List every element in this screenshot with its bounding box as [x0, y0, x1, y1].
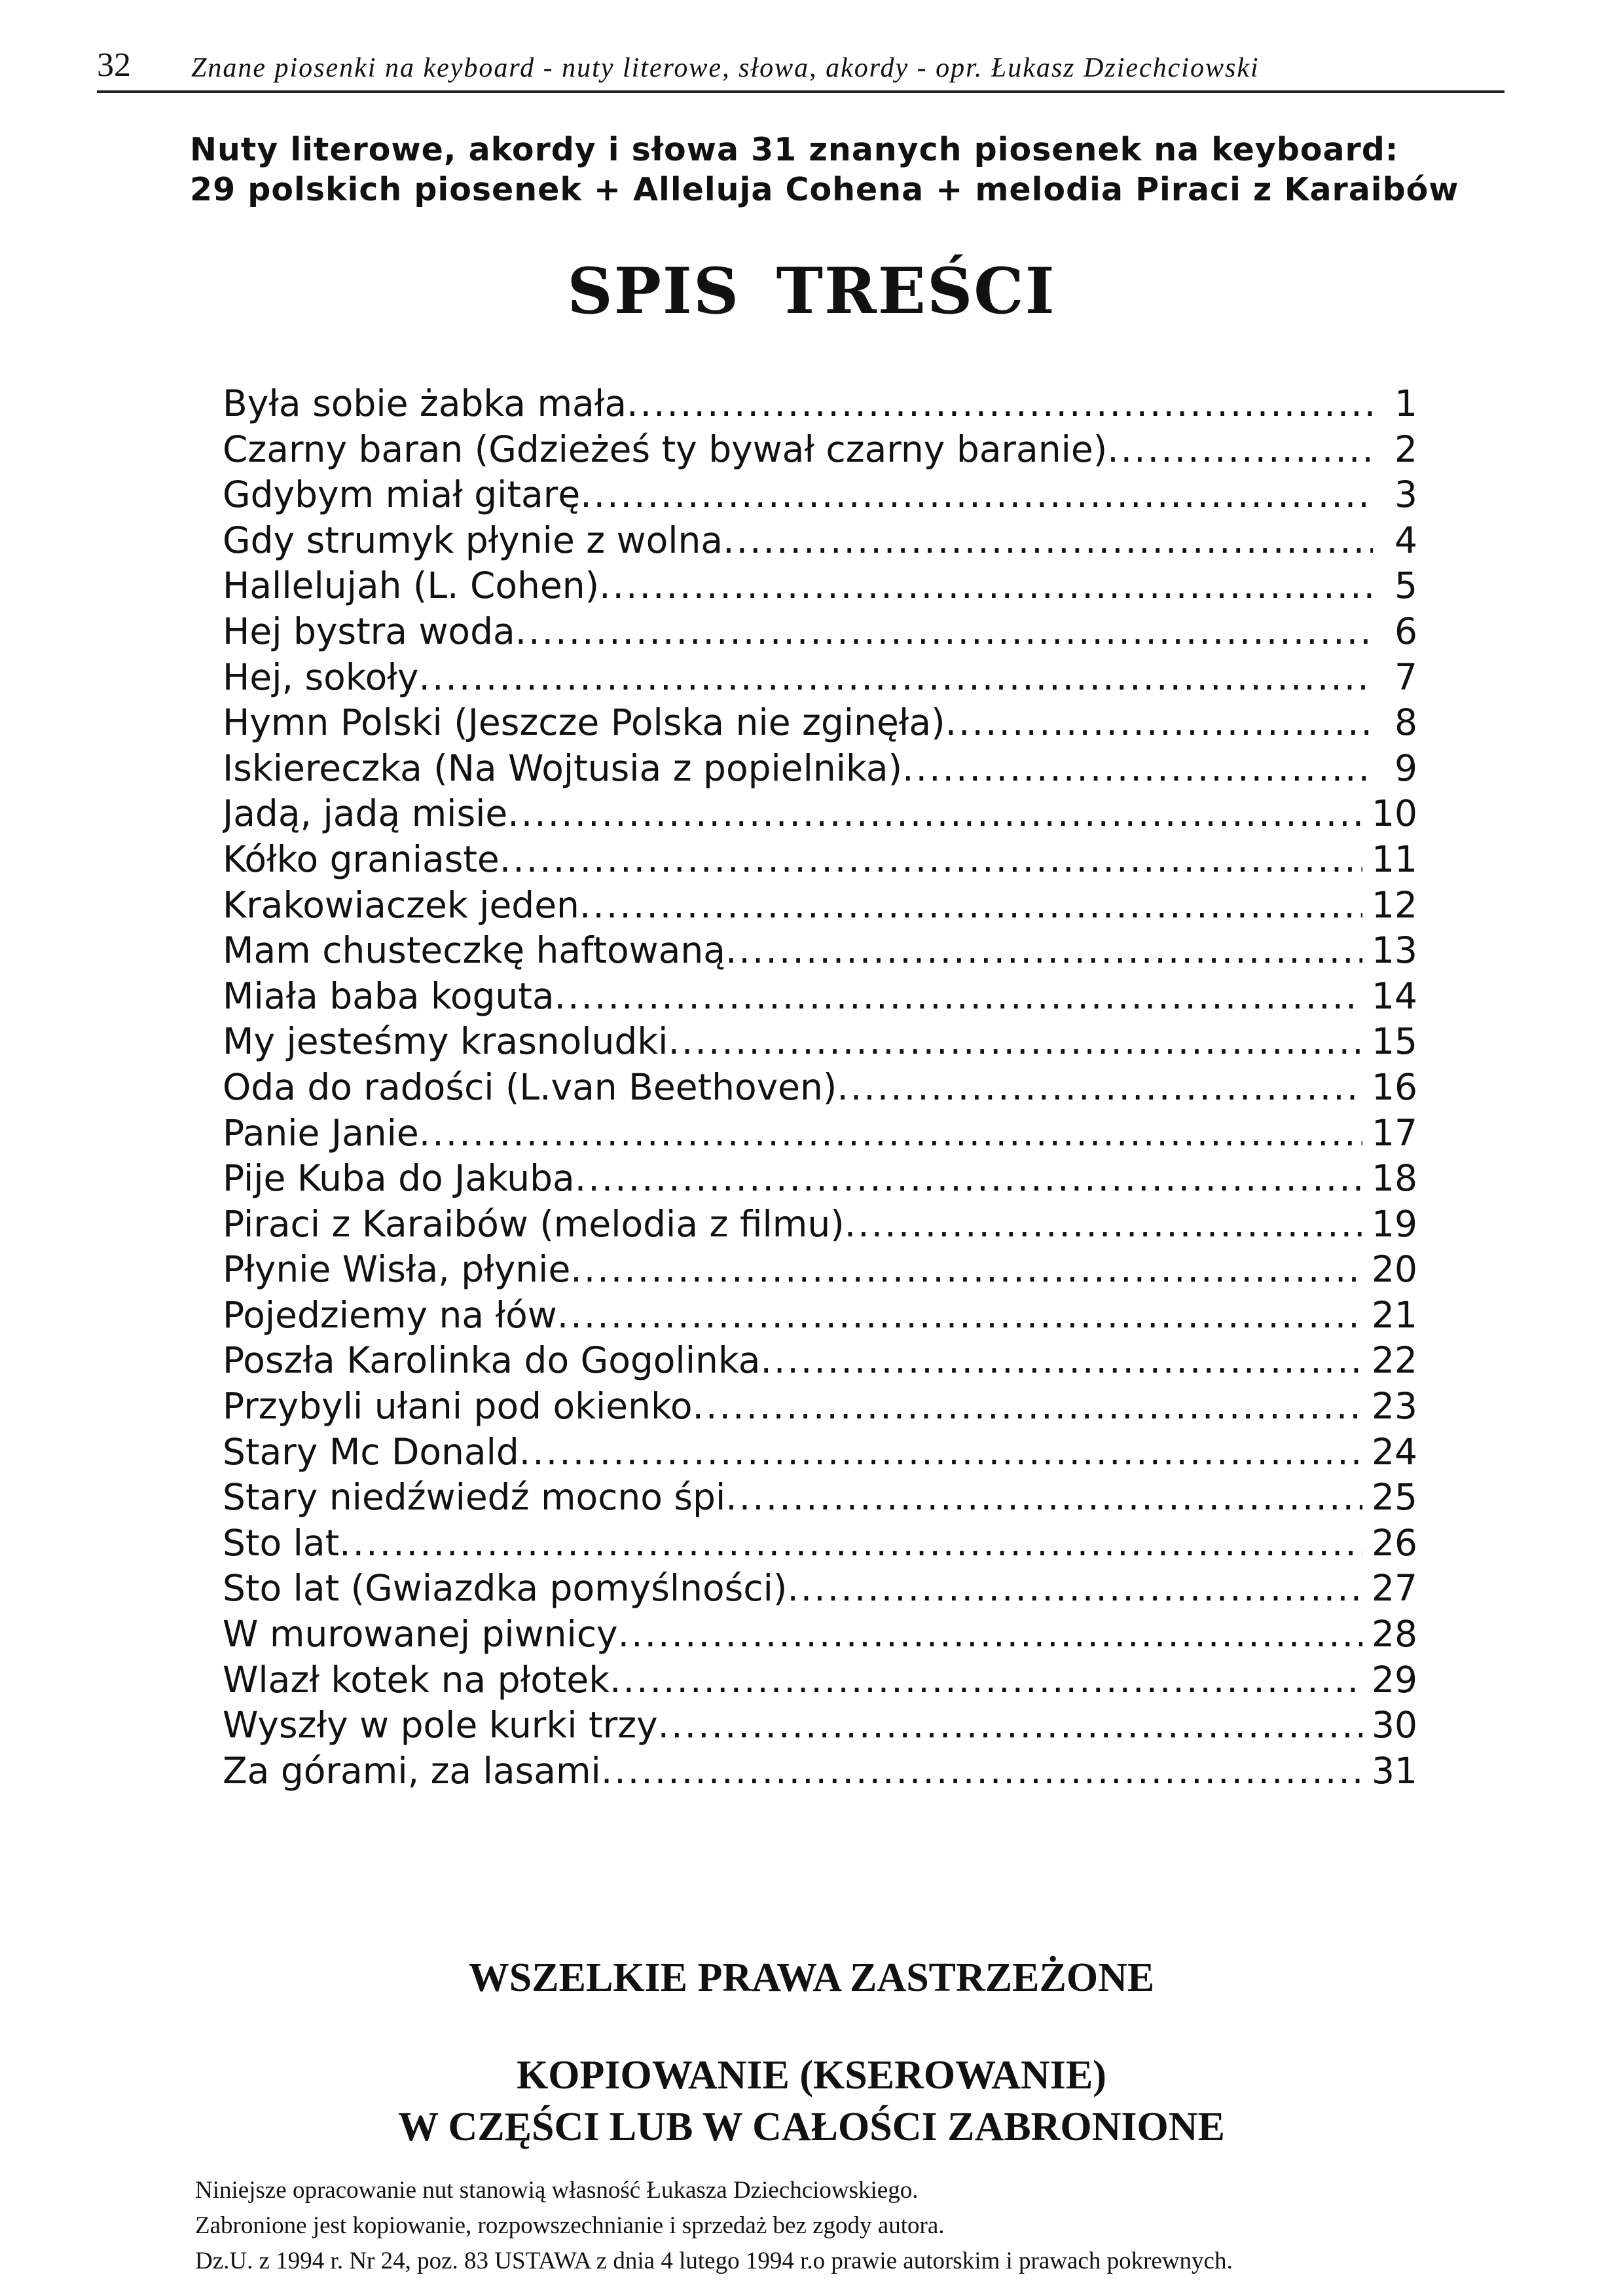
toc-entry-page: 25 — [1372, 1476, 1417, 1519]
toc-entry-page: 5 — [1395, 565, 1417, 607]
toc-entry-page: 16 — [1372, 1065, 1417, 1108]
toc-entry — [223, 563, 1417, 609]
toc-entry-page: 2 — [1395, 428, 1417, 470]
toc-entry — [223, 1247, 1417, 1293]
toc-entry-title: Kółko graniaste — [223, 838, 500, 880]
toc-entry-title: Stary niedźwiedź mocno śpi — [223, 1476, 726, 1519]
toc-entry-title: Krakowiaczek jeden — [223, 883, 579, 926]
toc-dot-leader — [837, 1065, 1362, 1111]
toc-dot-leader — [519, 1430, 1362, 1475]
toc-entry-title: W murowanej piwnicy — [223, 1613, 618, 1656]
toc-entry-title: Była sobie żabka mała — [223, 382, 627, 424]
toc-entry-title: Pije Kuba do Jakuba — [223, 1157, 575, 1200]
toc-dot-leader — [945, 700, 1373, 746]
toc-entry-page: 30 — [1372, 1704, 1417, 1747]
toc-dot-leader — [579, 883, 1362, 929]
toc-entry-page: 12 — [1372, 883, 1417, 926]
toc-entry-title: Oda do radości (L.van Beethoven) — [223, 1065, 837, 1108]
toc-entry — [223, 427, 1417, 473]
toc-dot-leader — [845, 1202, 1362, 1248]
toc-entry — [223, 700, 1417, 746]
toc-entry — [223, 1749, 1417, 1794]
toc-dot-leader — [500, 837, 1362, 883]
toc-entry-page: 17 — [1372, 1111, 1417, 1154]
header-divider — [97, 90, 1504, 93]
toc-entry-page: 11 — [1372, 838, 1417, 880]
toc-entry-page: 14 — [1372, 974, 1417, 1017]
legal-line-2: Zabronione jest kopiowanie, rozpowszechnianie i sprzedaż bez zgody autora. — [195, 2212, 945, 2239]
toc-dot-leader — [725, 928, 1362, 974]
toc-entry — [223, 1657, 1417, 1703]
toc-entry-title: Gdybym miał gitarę — [223, 473, 581, 516]
toc-entry — [223, 1612, 1417, 1657]
toc-entry-title: Hej, sokoły — [223, 656, 419, 698]
toc-entry — [223, 1566, 1417, 1612]
toc-entry-title: Wlazł kotek na płotek — [223, 1658, 610, 1701]
toc-entry — [223, 1202, 1417, 1248]
toc-entry-title: My jesteśmy krasnoludki — [223, 1020, 668, 1063]
toc-entry-page: 1 — [1395, 382, 1417, 424]
copy-prohibited-line-1: KOPIOWANIE (KSEROWANIE) — [517, 2053, 1106, 2098]
toc-entry — [223, 381, 1417, 427]
toc-entry-title: Hej bystra woda — [223, 610, 515, 652]
toc-entry-page: 29 — [1372, 1658, 1417, 1701]
toc-dot-leader — [658, 1703, 1362, 1749]
toc-entry — [223, 974, 1417, 1020]
toc-entry-page: 24 — [1372, 1430, 1417, 1473]
running-header-title: Znane piosenki na keyboard - nuty literowe, słowa, akordy - opr. Łukasz Dziechciowski — [191, 53, 1260, 83]
intro-heading — [190, 130, 1532, 210]
toc-entry — [223, 928, 1417, 974]
toc-dot-leader — [902, 746, 1373, 792]
toc-dot-leader — [618, 1612, 1362, 1657]
toc-dot-leader — [601, 1749, 1362, 1794]
copy-prohibited-notice — [0, 2050, 1623, 2153]
toc-entry-page: 22 — [1372, 1339, 1417, 1382]
toc-entry — [223, 1019, 1417, 1065]
toc-entry — [223, 1065, 1417, 1111]
toc-entry-title: Płynie Wisła, płynie — [223, 1248, 571, 1291]
toc-entry-title: Czarny baran (Gdzieżeś ty bywał czarny baranie) — [223, 428, 1108, 470]
toc-entry-title: Hymn Polski (Jeszcze Polska nie zginęła) — [223, 701, 945, 744]
toc-entry-page: 8 — [1395, 701, 1417, 744]
toc-dot-leader — [555, 974, 1362, 1020]
legal-line-3: Dz.U. z 1994 r. Nr 24, poz. 83 USTAWA z dnia 4 lutego 1994 r.o prawie autorskim i prawach pokrewnych. — [195, 2248, 1233, 2274]
toc-dot-leader — [725, 1475, 1362, 1521]
toc-entry-title: Za górami, za lasami — [223, 1749, 601, 1792]
toc-dot-leader — [339, 1521, 1362, 1566]
toc-entry-page: 18 — [1372, 1157, 1417, 1200]
copy-prohibited-line-2: W CZĘŚCI LUB W CAŁOŚCI ZABRONIONE — [398, 2105, 1225, 2149]
toc-entry — [223, 1475, 1417, 1521]
toc-dot-leader — [419, 1111, 1362, 1157]
toc-entry-title: Gdy strumyk płynie z wolna — [223, 519, 723, 561]
toc-dot-leader — [1107, 427, 1373, 473]
toc-entry-title: Poszła Karolinka do Gogolinka — [223, 1339, 761, 1382]
legal-notice — [195, 2173, 1233, 2279]
toc-entry-title: Hallelujah (L. Cohen) — [223, 565, 600, 607]
rights-reserved-notice: WSZELKIE PRAWA ZASTRZEŻONE — [468, 1955, 1155, 2000]
toc-entry — [223, 655, 1417, 701]
toc-entry-title: Panie Janie — [223, 1111, 419, 1154]
toc-entry — [223, 746, 1417, 792]
intro-line-1: Nuty literowe, akordy i słowa 31 znanych piosenek na keyboard: — [190, 131, 1399, 168]
toc-entry-page: 27 — [1372, 1567, 1417, 1610]
toc-dot-leader — [610, 1657, 1362, 1703]
toc-entry-title: Iskiereczka (Na Wojtusia z popielnika) — [223, 747, 903, 789]
toc-entry-title: Mam chusteczkę haftowaną — [223, 929, 725, 972]
toc-entry-title: Miała baba koguta — [223, 974, 555, 1017]
toc-entry-page: 28 — [1372, 1613, 1417, 1656]
toc-dot-leader — [668, 1019, 1362, 1065]
table-of-contents — [223, 381, 1417, 1794]
toc-entry-page: 13 — [1372, 929, 1417, 972]
toc-dot-leader — [575, 1156, 1362, 1202]
toc-entry-title: Przybyli ułani pod okienko — [223, 1385, 693, 1428]
toc-entry-page: 19 — [1372, 1202, 1417, 1245]
toc-entry — [223, 1111, 1417, 1157]
toc-dot-leader — [627, 381, 1373, 427]
toc-entry-title: Wyszły w pole kurki trzy — [223, 1704, 658, 1747]
intro-line-2: 29 polskich piosenek + Alleluja Cohena + melodia Piraci z Karaibów — [190, 171, 1459, 208]
toc-entry-page: 3 — [1395, 473, 1417, 516]
toc-dot-leader — [693, 1384, 1362, 1430]
toc-entry-page: 7 — [1395, 656, 1417, 698]
page-number: 32 — [97, 46, 131, 84]
toc-entry-page: 26 — [1372, 1521, 1417, 1564]
toc-entry-page: 15 — [1372, 1020, 1417, 1063]
toc-entry-title: Sto lat — [223, 1521, 340, 1564]
toc-dot-leader — [557, 1293, 1362, 1339]
toc-entry-title: Jadą, jadą misie — [223, 792, 508, 835]
toc-entry-page: 10 — [1372, 792, 1417, 835]
toc-entry — [223, 1430, 1417, 1475]
toc-entry-page: 21 — [1372, 1293, 1417, 1336]
toc-entry-page: 4 — [1395, 519, 1417, 561]
toc-dot-leader — [599, 563, 1373, 609]
toc-entry-page: 23 — [1372, 1385, 1417, 1428]
toc-entry-title: Pojedziemy na łów — [223, 1293, 557, 1336]
toc-entry — [223, 791, 1417, 837]
toc-entry — [223, 1521, 1417, 1566]
toc-entry — [223, 1293, 1417, 1339]
toc-dot-leader — [580, 472, 1373, 518]
toc-dot-leader — [723, 518, 1373, 564]
toc-entry — [223, 883, 1417, 929]
toc-entry — [223, 518, 1417, 564]
toc-entry — [223, 1703, 1417, 1749]
toc-entry — [223, 1156, 1417, 1202]
toc-entry-title: Sto lat (Gwiazdka pomyślności) — [223, 1567, 788, 1610]
legal-line-1: Niniejsze opracowanie nut stanowią własność Łukasza Dziechciowskiego. — [195, 2177, 919, 2204]
toc-entry-page: 20 — [1372, 1248, 1417, 1291]
toc-entry-title: Stary Mc Donald — [223, 1430, 519, 1473]
toc-dot-leader — [418, 655, 1373, 701]
toc-entry — [223, 609, 1417, 655]
toc-entry-page: 31 — [1372, 1749, 1417, 1792]
toc-entry — [223, 1338, 1417, 1384]
toc-entry — [223, 837, 1417, 883]
toc-entry — [223, 1384, 1417, 1430]
toc-entry — [223, 472, 1417, 518]
toc-entry-page: 6 — [1395, 610, 1417, 652]
toc-dot-leader — [760, 1338, 1362, 1384]
toc-title: SPIS TREŚCI — [567, 254, 1056, 328]
toc-entry-title: Piraci z Karaibów (melodia z filmu) — [223, 1202, 845, 1245]
toc-dot-leader — [787, 1566, 1362, 1612]
toc-dot-leader — [515, 609, 1373, 655]
toc-dot-leader — [570, 1247, 1362, 1293]
toc-entry-page: 9 — [1395, 747, 1417, 789]
toc-dot-leader — [507, 791, 1362, 837]
